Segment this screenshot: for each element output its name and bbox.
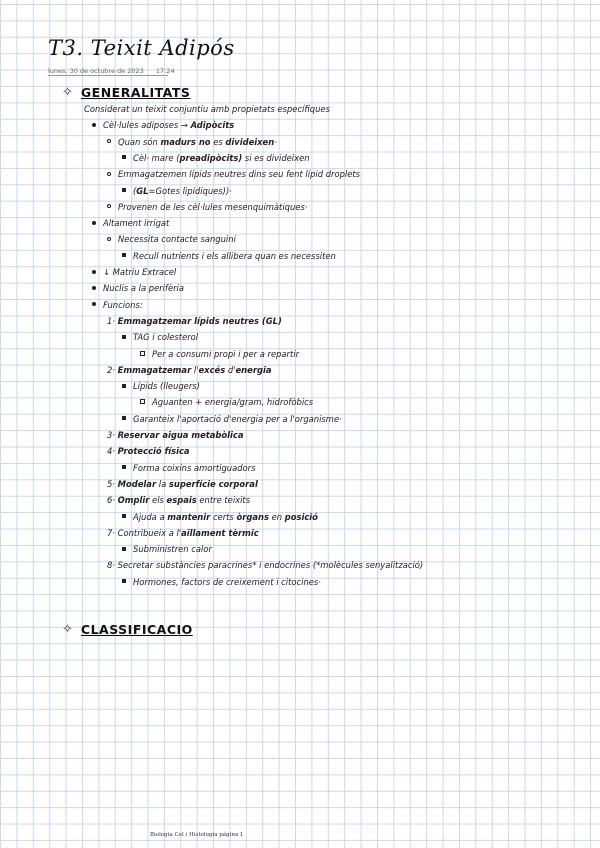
- note-text-bold: Emmagatzemar lípids neutres (GL): [117, 315, 282, 326]
- bullet-circle: [107, 237, 111, 241]
- note-line: [107, 137, 277, 147]
- bullet-square: [122, 547, 126, 551]
- bullet-dot: [92, 270, 96, 274]
- note-line: [107, 365, 271, 375]
- note-text-bold: aïllament tèrmic: [181, 527, 259, 538]
- note-text: certs: [210, 511, 237, 522]
- bullet-square: [122, 188, 126, 192]
- note-line: [107, 560, 423, 570]
- note-line: [122, 381, 200, 391]
- note-text: Quan són: [118, 136, 161, 147]
- note-text: Per a consumi propi i per a repartir: [152, 348, 300, 359]
- note-line: [122, 512, 318, 522]
- section-heading: CLASSIFICACIO: [80, 622, 193, 637]
- note-text-bold: divideixen: [225, 136, 275, 147]
- note-text-bold: excés: [198, 364, 226, 375]
- bullet-square: [122, 253, 126, 257]
- note-line: [92, 218, 169, 228]
- bullet-square: [122, 465, 126, 469]
- note-text: ↓ Matriu Extracel: [103, 267, 177, 277]
- note-text: la: [156, 478, 169, 489]
- note-text: Nuclis a la perifèria: [103, 283, 185, 294]
- note-text: entre teixits: [196, 495, 251, 506]
- bullet-square: [122, 384, 126, 388]
- page-datetime: [48, 67, 185, 75]
- note-text: Altament irrigat: [103, 218, 170, 229]
- note-line: [107, 169, 360, 179]
- note-line: [92, 120, 234, 130]
- note-text: Considerat un teixit conjuntiu amb propietats específiques: [84, 104, 330, 114]
- note-text-bold: Adipòcits: [190, 120, 235, 131]
- note-text-bold: espais: [166, 495, 197, 506]
- note-text-bold: GL: [136, 185, 149, 196]
- note-text-bold: energia: [235, 364, 272, 375]
- note-line: [107, 495, 250, 505]
- page-date: lunes, 30 de octubre de 2023: [48, 67, 144, 75]
- note-text-bold: Emmagatzemar: [117, 364, 192, 375]
- note-line: [84, 104, 330, 114]
- note-line: [122, 577, 321, 587]
- note-text: 7· Contribueix a l': [107, 527, 182, 538]
- bullet-square: [122, 579, 126, 583]
- bullet-square: [122, 335, 126, 339]
- note-text: en: [268, 511, 285, 522]
- note-line: [122, 332, 198, 342]
- note-text: Provenen de les cèl·lules mesenquimàtiques·: [118, 201, 308, 212]
- note-text: 8· Secretar substàncies paracrines* i endocrines (*molècules senyalització): [107, 560, 424, 571]
- bullet-circle: [107, 172, 111, 176]
- note-text-bold: Reservar aigua metabòlica: [117, 430, 244, 440]
- note-text: 1·: [107, 315, 118, 326]
- note-text: 3·: [107, 430, 118, 440]
- note-text: l': [191, 364, 199, 375]
- note-text: els: [149, 495, 167, 506]
- note-line: [92, 267, 176, 277]
- note-line: [122, 153, 310, 163]
- note-text: Recull nutrients i els allibera quan es necessiten: [133, 250, 336, 261]
- note-text-bold: mantenir: [167, 511, 211, 522]
- note-text: Emmagatzemen lípids neutres dins seu fent lípid droplets: [118, 169, 361, 180]
- page-title: T3. Teixit Adipós: [48, 36, 235, 60]
- note-line: [92, 283, 184, 293]
- note-text: (: [133, 185, 137, 196]
- note-line: [107, 234, 236, 244]
- note-line: [140, 397, 313, 407]
- section-generalitats: [62, 85, 190, 100]
- note-line: [122, 251, 336, 261]
- note-text: Lípids (lleugers): [133, 381, 200, 392]
- note-text: 4·: [107, 446, 118, 457]
- note-line: [140, 349, 299, 359]
- bullet-dot: [92, 302, 96, 306]
- note-line: [107, 430, 244, 440]
- note-text: Aguanten + energia/gram, hidrofòbics: [152, 397, 314, 408]
- note-line: [122, 186, 232, 196]
- note-text: Subministren calor: [133, 544, 212, 555]
- note-text-bold: Omplir: [117, 495, 150, 506]
- note-text: Ajuda a: [133, 511, 168, 522]
- note-line: [107, 446, 190, 456]
- section-classificacio: [62, 622, 193, 637]
- note-line: [122, 414, 342, 424]
- note-text: TAG i colesterol: [133, 332, 199, 343]
- note-text: Necessita contacte sanguini: [118, 234, 236, 245]
- note-text-bold: Protecció física: [117, 446, 190, 457]
- note-text: 5·: [107, 478, 118, 489]
- bullet-dot: [92, 221, 96, 225]
- note-text: Hormones, factors de creixement i citocines·: [133, 576, 321, 587]
- note-text: 2·: [107, 364, 118, 375]
- note-text-bold: superfície corporal: [168, 478, 258, 489]
- note-text: es: [210, 136, 226, 147]
- bullet-open-square: [140, 399, 145, 404]
- note-text: d': [225, 364, 236, 375]
- note-line: [122, 463, 255, 473]
- note-line: [107, 202, 307, 212]
- note-text: Funcions:: [103, 299, 143, 310]
- page-footer: Biologia Cel i Histologia página 1: [150, 832, 244, 838]
- note-text-bold: madurs no: [160, 136, 211, 147]
- note-line: [107, 479, 258, 489]
- page-time: 17:24: [155, 67, 175, 75]
- bullet-dot: [92, 123, 96, 127]
- note-line: [107, 528, 259, 538]
- section-heading: GENERALITATS: [80, 85, 191, 100]
- diamond-icon: ✧: [62, 622, 73, 637]
- title-divider: [48, 75, 168, 76]
- bullet-open-square: [140, 351, 145, 356]
- note-text: Forma coixins amortiguadors: [133, 462, 256, 473]
- note-text-bold: Modelar: [117, 478, 157, 489]
- bullet-dot: [92, 286, 96, 290]
- note-line: [107, 316, 282, 326]
- note-text: Garanteix l'aportació d'energia per a l'organisme·: [133, 413, 342, 424]
- bullet-circle: [107, 204, 111, 208]
- bullet-square: [122, 155, 126, 159]
- bullet-circle: [107, 139, 111, 143]
- note-text: Cèl· mare (: [133, 152, 180, 163]
- note-text: 6·: [107, 495, 118, 506]
- note-line: [92, 300, 143, 310]
- note-text: ·: [274, 136, 277, 147]
- note-text: si es divideixen: [242, 152, 310, 163]
- bullet-square: [122, 416, 126, 420]
- note-text: Cèl·lules adiposes →: [103, 120, 191, 131]
- note-text-bold: posició: [284, 511, 318, 522]
- diamond-icon: ✧: [62, 85, 73, 100]
- bullet-square: [122, 514, 126, 518]
- note-text: =Gotes lipídiques))·: [148, 185, 232, 196]
- note-text-bold: òrgans: [236, 511, 269, 522]
- note-text-bold: preadipòcits): [179, 152, 243, 163]
- note-line: [122, 544, 212, 554]
